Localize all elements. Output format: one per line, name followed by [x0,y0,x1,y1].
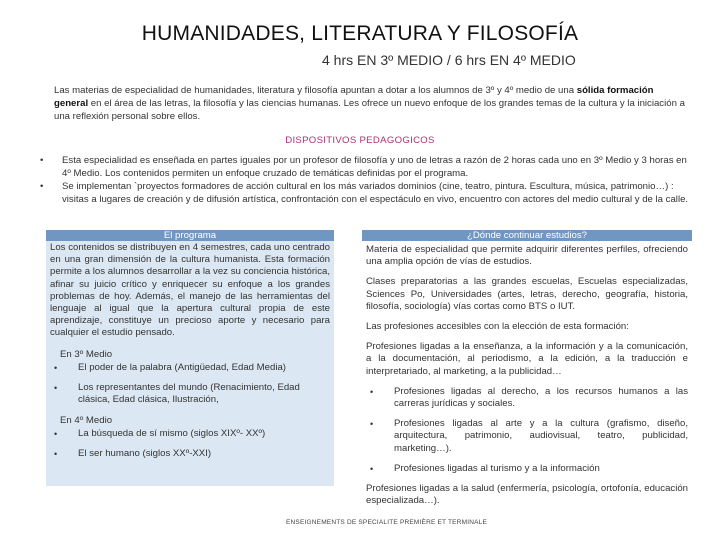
bullet-icon: • [40,181,44,193]
pedagogical-bullet-list [40,155,692,207]
intro-text-end: en el área de las letras, la filosofía y las ciencias humanas. Les ofrece un nuevo enfoque de los grandes temas de la cultura y la iniciación a una reflexión personal sobre ellos. [54,98,685,122]
bullet-icon: • [54,362,58,373]
list-item [40,155,692,180]
intro-paragraph [54,84,686,123]
studies-paragraph: Profesiones ligadas a la salud (enfermería, psicología, ortofonía, educación especializada…). [366,483,688,507]
bullet-icon: • [370,419,374,430]
program-section-3-medio: En 3º Medio [60,348,113,360]
section-heading: DISPOSITIVOS PEDAGOGICOS [285,135,435,146]
studies-paragraph: Clases preparatorias a las grandes escuelas, Escuelas especializadas, Sciences Po, Universidades (artes, letras, derecho, geografía, historia, filosofía, sociología) vías cortas como BTS o IUT. [366,276,688,312]
bullet-icon: • [54,449,58,460]
list-item [50,382,330,406]
list-item-text: Los representantes del mundo (Renacimiento, Edad clásica, Edad clásica, Ilustración, [78,381,300,406]
studies-panel [362,230,692,515]
list-item-text: El poder de la palabra (Antigüedad, Edad Media) [78,361,287,373]
professions-list [366,386,688,475]
program-section-4-medio: En 4º Medio [60,415,113,427]
studies-panel-header: ¿Dónde continuar estudios? [362,230,692,241]
bullet-icon: • [54,382,58,393]
program-panel-body [46,241,334,461]
list-item [50,362,330,374]
list-item-text: Se implementan `proyectos formadores de acción cultural en los más variados dominios (cine, teatro, pintura. Escultura, música, patrimonio…) : visitas a lugares de creación y de difusión artística, confrontación con el espectáculo en vivo, encuentro con actores del medio cultural y de la calle. [62,181,689,205]
list-item [50,428,330,440]
studies-paragraph: Materia de especialidad que permite adquirir diferentes perfiles, ofreciendo una amplia opción de vías de estudios. [366,244,688,268]
program-description: Los contenidos se distribuyen en 4 semestres, cada uno centrado en una gran dimensión de la cultura humanista. Esta formación permite a los alumnos desarrollar a la vez su conciencia histórica, afinar su juicio crítico y enriquecer su enfoque a los grandes problemas de hoy. Además, el manejo de las herramientas del lenguaje al igual que la apertura cultural propia de este aprendizaje, constituye un precioso aporte y necesario para cualquier el estudio pensado. [50,242,330,339]
list-item [366,418,688,455]
list-item [40,181,692,206]
list-item-text: Profesiones ligadas al derecho, a los recursos humanos a las carreras jurídicas y sociales. [394,385,688,410]
list-item-text: Profesiones ligadas al arte y a la cultura (grafismo, diseño, arquitectura, patrimonio, audiovisual, teatro, publicidad, marketing…). [394,418,688,454]
list-item [50,448,330,460]
bullet-icon: • [370,463,374,474]
intro-text-start: Las materias de especialidad de humanidades, literatura y filosofía apuntan a dotar a los alumnos de 3º y 4º medio de una [54,85,577,96]
page-subtitle: 4 hrs EN 3º MEDIO / 6 hrs EN 4º MEDIO [322,52,576,68]
intro-bold-text: sólida formación general [54,85,654,109]
list-item-text: Esta especialidad es enseñada en partes iguales por un profesor de filosofía y uno de letras a razón de 2 horas cada uno en 3º Medio y 3 horas en 4º Medio. Los contenidos permiten un enfoque cruzado de temáticas definidas por el programa. [62,155,687,179]
studies-paragraph: Profesiones ligadas a la enseñanza, a la información y a la comunicación, a la documentación, al periodismo, a la edición, a la traducción e interpretariado, al marketing, a la publicidad… [366,341,688,377]
bullet-icon: • [370,386,374,397]
list-item-text: La búsqueda de sí mismo (siglos XIXº- XXº) [78,428,266,440]
page-title: HUMANIDADES, LITERATURA Y FILOSOFÍA [141,22,579,45]
list-item-text: Profesiones ligadas al turismo y a la información [394,462,600,474]
studies-panel-body [362,241,692,507]
footer-text: ENSEIGNEMENTS DE SPECIALITE PREMIÈRE ET TERMINALE [286,519,487,526]
program-panel [46,230,334,486]
program-list-4-medio [50,428,330,460]
bullet-icon: • [40,155,44,166]
bullet-icon: • [54,429,58,440]
list-item [366,463,688,475]
program-panel-header: El programa [46,230,334,241]
list-item [366,386,688,410]
studies-paragraph: Las profesiones accesibles con la elección de esta formación: [366,321,629,333]
program-list-3-medio [50,362,330,407]
list-item-text: El ser humano (siglos XXº-XXI) [78,448,212,460]
